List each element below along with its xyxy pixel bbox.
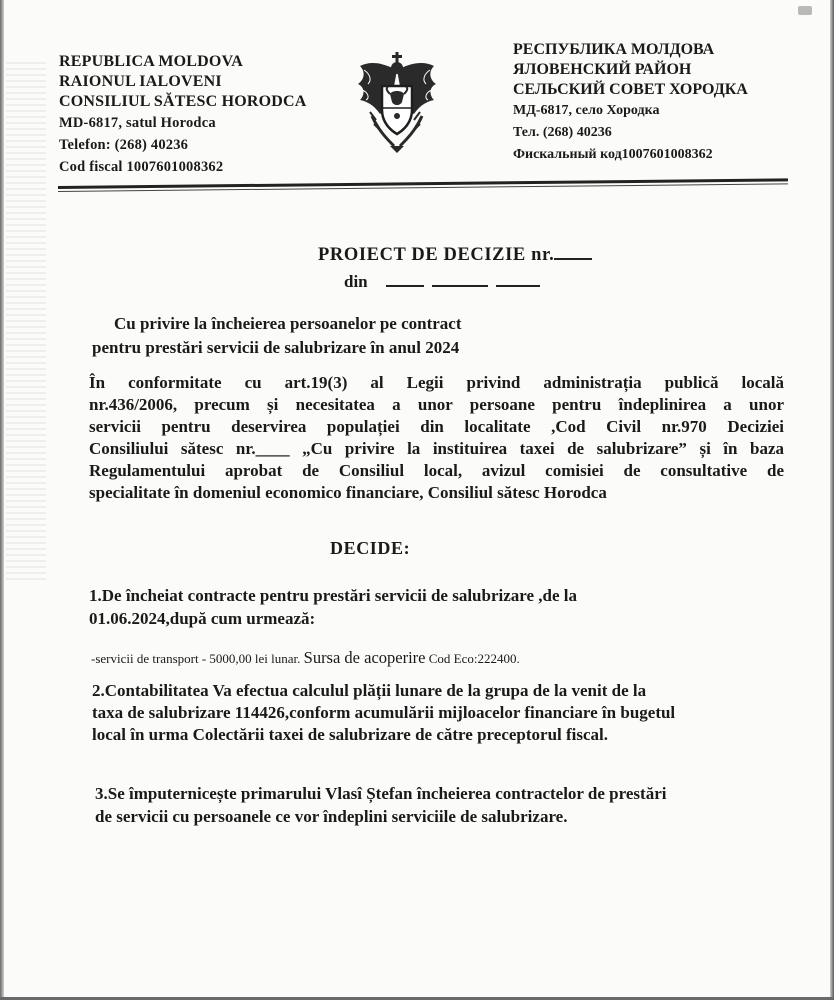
document-date	[344, 271, 540, 292]
header-right-country: РЕСПУБЛИКА МОЛДОВА	[513, 41, 715, 58]
subject-line-2: pentru prestări servicii de salubrizare în anul 2024	[92, 338, 460, 357]
header-right-council: СЕЛЬСКИЙ СОВЕТ ХОРОДКА	[513, 81, 748, 98]
item3-line: de servicii cu persoanele ce vor îndeplini serviciile de salubrizare.	[95, 807, 568, 826]
header-right-district: ЯЛОВЕНСКИЙ РАЙОН	[513, 61, 692, 78]
service-code: Cod Eco:222400.	[428, 651, 520, 666]
header-left-country: REPUBLICA MOLDOVA	[59, 53, 244, 70]
date-blank-year	[496, 271, 540, 287]
document-title	[318, 244, 592, 266]
header-right-phone: Тел. (268) 40236	[513, 125, 612, 140]
decision-item-2	[92, 680, 792, 746]
scan-border-right	[830, 0, 834, 1000]
header-left-council: CONSILIUL SĂTESC HORODCA	[59, 93, 307, 110]
scan-speck	[798, 6, 812, 15]
item3-line: 3.Se împuternicește primarului Vlasî Ștefan încheierea contractelor de prestări	[95, 784, 667, 803]
preamble-line: servicii pentru deservirea populației din localitate ,Cod Civil nr.970 Deciziei	[89, 417, 784, 436]
decision-item-1	[89, 584, 689, 630]
coat-of-arms-icon	[350, 50, 444, 155]
date-blank-day	[386, 271, 424, 287]
scan-border-left	[0, 0, 4, 1000]
service-text: -servicii de transport - 5000,00 lei lunar.	[91, 651, 301, 666]
item2-line: local în urma Colectării taxei de salubrizare de către preceptorul fiscal.	[92, 725, 609, 744]
item2-line: 2.Contabilitatea Va efectua calculul plății lunare de la grupa de la venit de la	[92, 681, 647, 700]
decide-heading: DECIDE:	[330, 538, 411, 558]
item1-line-1: 1.De încheiat contracte pentru prestări servicii de salubrizare ,de la	[89, 586, 578, 605]
header-right	[513, 40, 813, 166]
decision-item-3	[95, 782, 795, 828]
item2-line: taxa de salubrizare 114426,conform acumulării mijloacelor financiare în bugetul	[92, 703, 676, 722]
header-left-phone: Telefon: (268) 40236	[59, 137, 189, 153]
number-blank	[554, 244, 592, 260]
scan-artifact	[6, 60, 46, 580]
subject-line-1: Cu privire la încheierea persoanelor pe contract	[114, 314, 462, 333]
preamble-line: specialitate în domeniul economico financiare, Consiliul sătesc Horodca	[89, 483, 607, 502]
header-left-address: MD-6817, satul Horodca	[59, 115, 216, 131]
preamble-line: Consiliului sătesc nr.____ „Cu privire la instituirea taxei de salubrizare” și în baza	[89, 439, 784, 458]
date-blank-month	[432, 271, 488, 287]
date-prefix: din	[344, 272, 368, 291]
header-left-fiscal: Cod fiscal 1007601008362	[59, 159, 224, 175]
document-subject	[92, 312, 592, 360]
service-line	[91, 648, 741, 668]
preamble-line: Regulamentului aprobat de Consiliul local, avizul comisiei de consultative de	[89, 461, 784, 480]
preamble-line: În conformitate cu art.19(3) al Legii privind administrația publică locală	[89, 373, 784, 392]
header-right-fiscal: Фискальный код1007601008362	[513, 147, 713, 162]
document-title-text: PROIECT DE DECIZIE nr.	[318, 245, 555, 265]
service-source: Sursa de acoperire	[303, 648, 426, 667]
preamble-line: nr.436/2006, precum și necesitatea a unor persoane pentru îndeplinirea a unor	[89, 395, 784, 414]
item1-line-2: 01.06.2024,după cum urmează:	[89, 609, 316, 628]
header-left	[59, 52, 359, 178]
header-left-district: RAIONUL IALOVENI	[59, 73, 222, 90]
header-right-address: МД-6817, село Хородка	[513, 103, 660, 118]
preamble-paragraph	[89, 372, 784, 504]
